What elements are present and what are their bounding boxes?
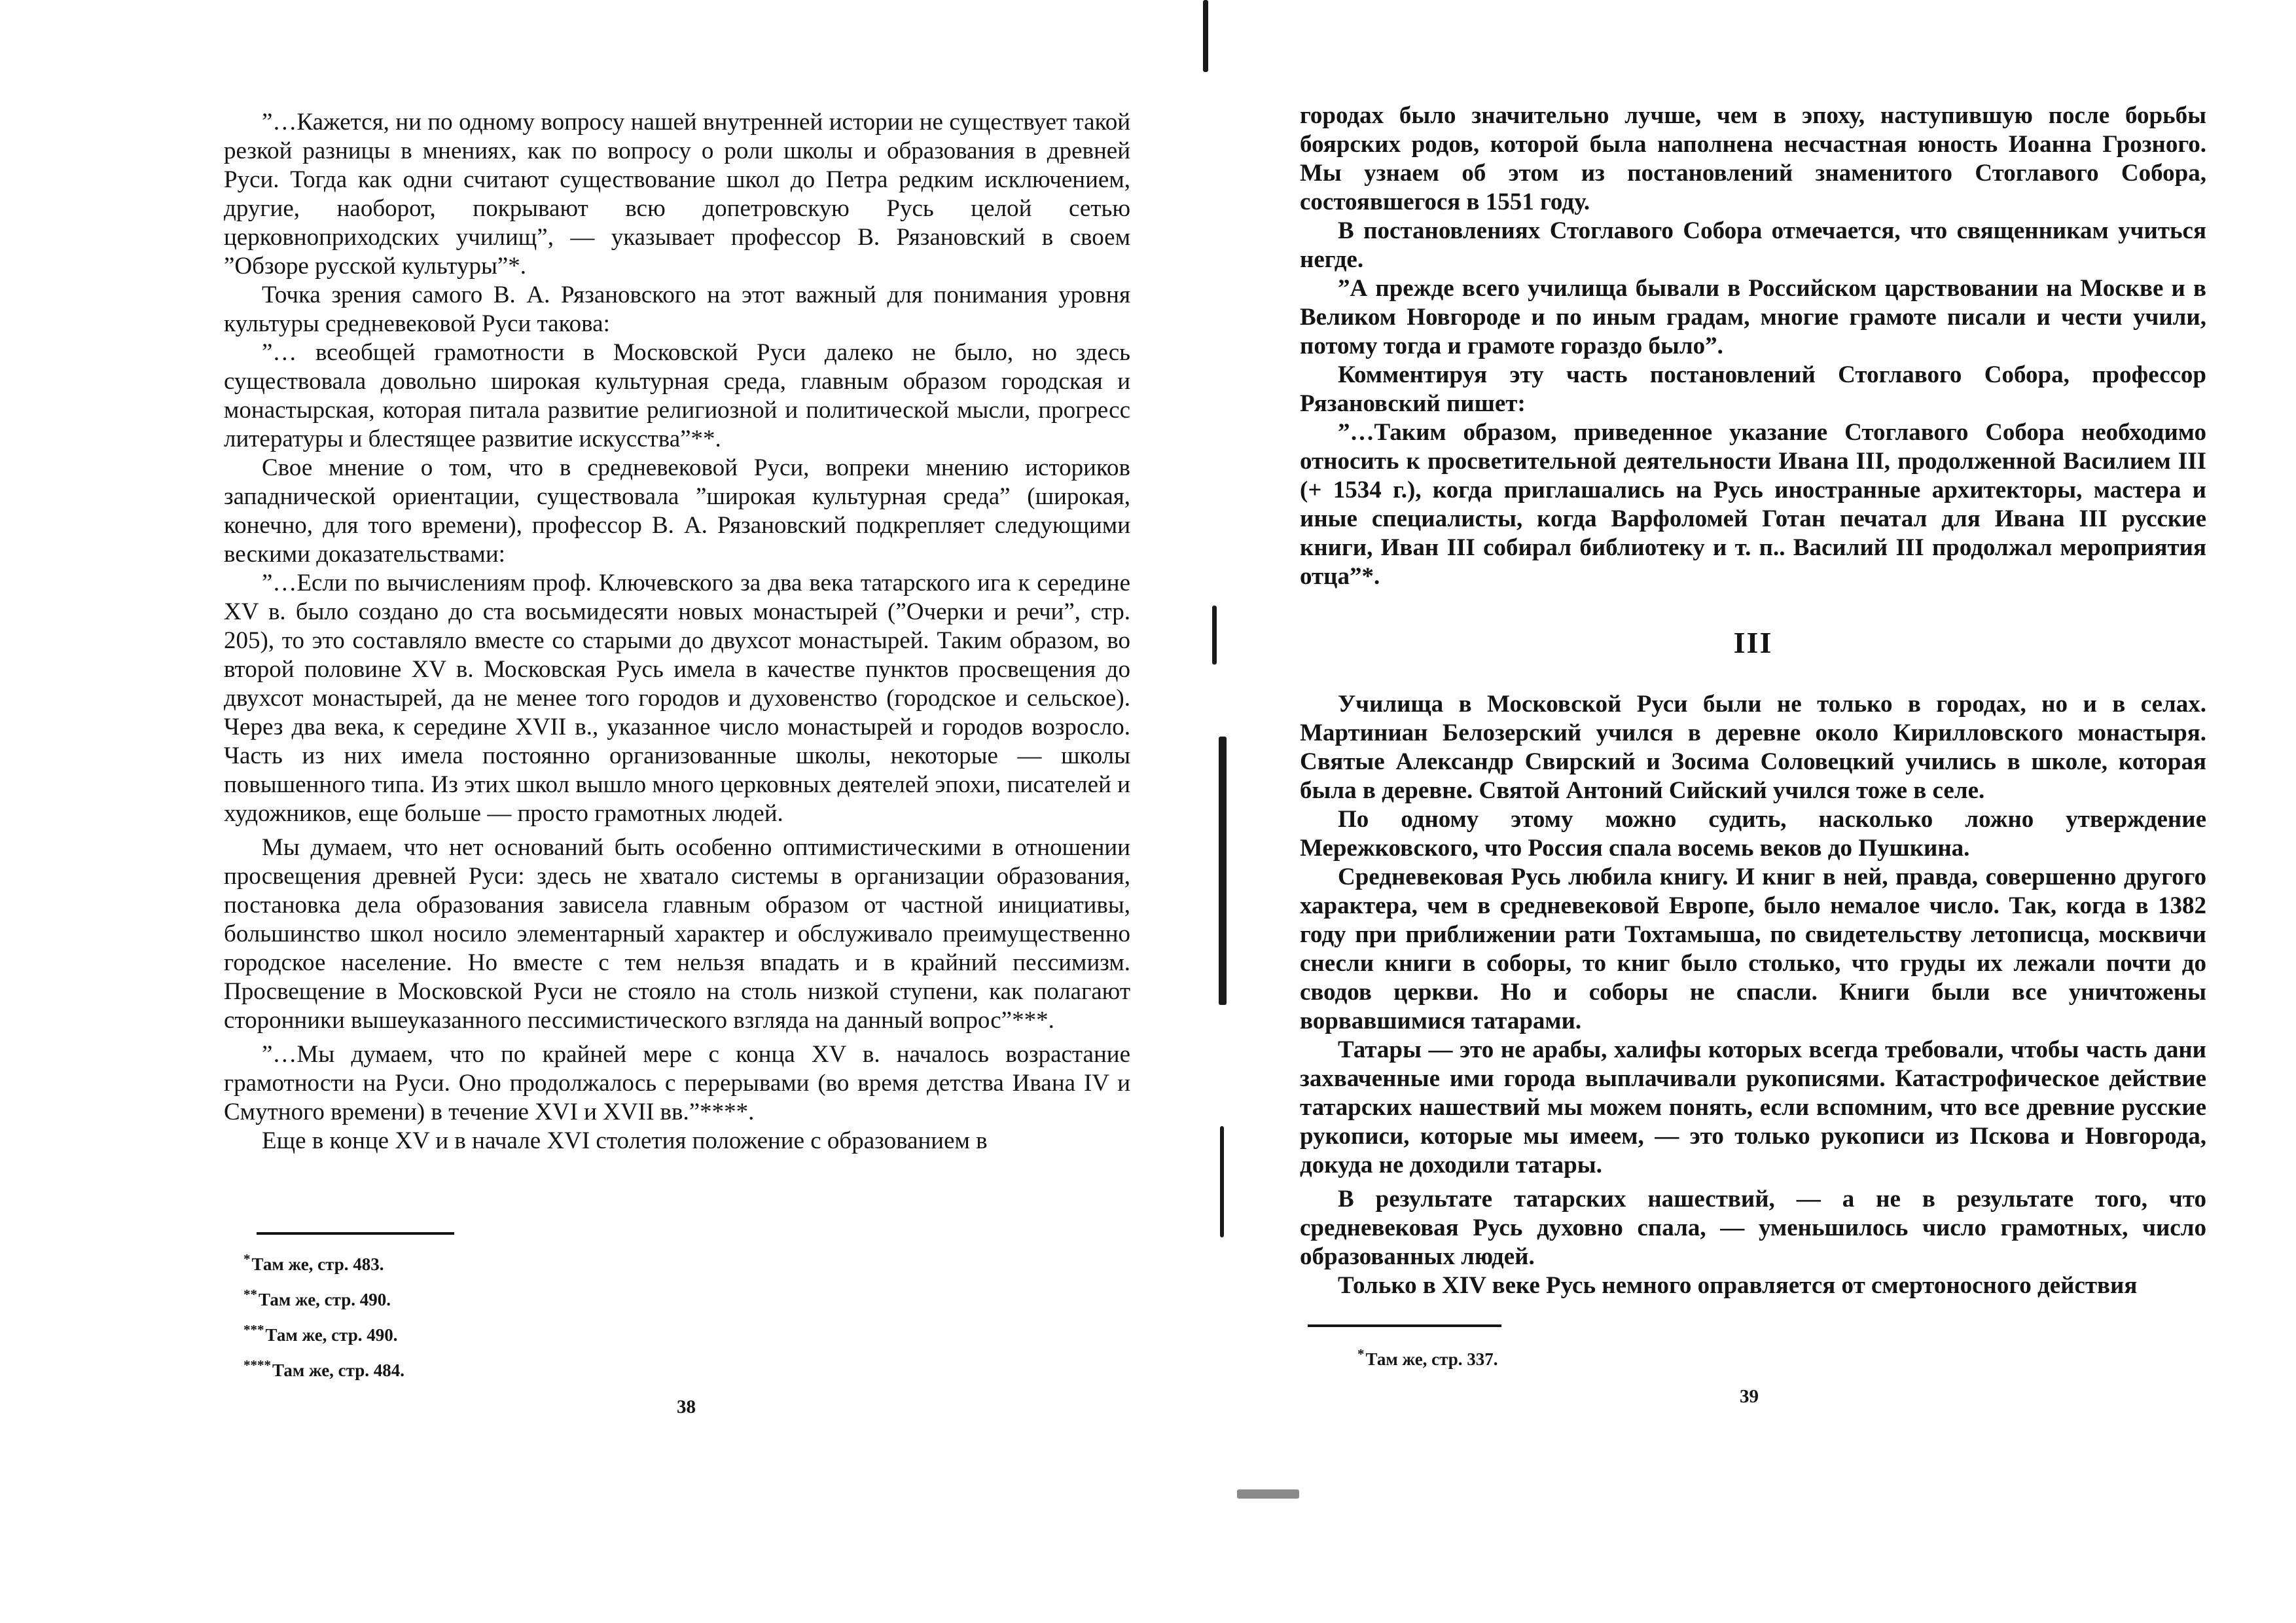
footnote-rule: [257, 1232, 454, 1235]
footnote: [243, 1282, 404, 1317]
footnote-text: Там же, стр. 490.: [259, 1290, 391, 1309]
paragraph: городах было значительно лучше, чем в эпоху, наступившую после борьбы боярских родов, которой была наполнена несчастная юность Иоанна Грозного. Мы узнаем об этом из постановлений знаменитого Стоглавого Собора, состоявшегося в 1551 году.: [1300, 102, 2206, 215]
paragraph: Свое мнение о том, что в средневековой Руси, вопреки мнению историков западнической ориентации, существовала ”широкая культурная среда” (широкая, конечно, для того времени), профессор В. А. Рязановский подкрепляет следующими вескими доказательствами:: [224, 454, 1130, 568]
paragraph: Только в XIV веке Русь немного оправляется от смертоносного действия: [1338, 1272, 2138, 1299]
footnote: [243, 1353, 404, 1388]
paragraph: Татары — это не арабы, халифы которых всегда требовали, чтобы часть дани захваченные ими города выплачивали рукописями. Катастрофическое действие татарских нашествий мы можем понять, если вспомним, что все древние русские рукописи, которые мы имеем, — это только рукописи из Пскова и Новгорода, докуда не доходили татары.: [1300, 1036, 2206, 1178]
paragraph: Точка зрения самого В. А. Рязановского на этот важный для понимания уровня культуры средневековой Руси такова:: [224, 282, 1130, 337]
paragraph: В результате татарских нашествий, — а не в результате того, что средневековая Русь духовно спала, — уменьшилось число грамотных, число образованных людей.: [1300, 1186, 2206, 1270]
footnote-mark: **: [243, 1286, 257, 1302]
left-page-text: [224, 108, 1130, 1156]
page-number: 39: [1740, 1386, 1759, 1407]
footnote: [1357, 1341, 1498, 1377]
paragraph: Мы думаем, что нет оснований быть особенно оптимистическими в отношении просвещения древней Руси: здесь не хватало системы в организации образования, постановка дела образования зависела главным образом от частной инициативы, большинство школ носило элементарный характер и обслуживало преимущественно городское население. Но вместе с тем нельзя впадать и в крайний пессимизм. Просвещение в Московской Руси не стояло на столь низкой ступени, как полагают сторонники вышеуказанного пессимистического взгляда на данный вопрос”***.: [224, 834, 1130, 1034]
section-heading: III: [1733, 626, 1773, 659]
paragraph: ”…Если по вычислениям проф. Ключевского за два века татарского ига к середине XV в. было создано до ста восьмидесяти новых монастырей (”Очерки и речи”, стр. 205), то это составляло вместе со старыми до двухсот монастырей. Таким образом, во второй половине XV в. Московская Русь имела в качестве пунктов просвещения до двухсот монастырей, да не менее того городов и духовенство (городское и сельское). Через два века, к середине XVII в., указанное число монастырей и городов возросло. Часть из них имела постоянно организованные школы, некоторые — школы повышенного типа. Из этих школ вышло много церковных деятелей эпохи, писателей и художников, еще больше — просто грамотных людей.: [224, 570, 1130, 827]
paragraph: ”… всеобщей грамотности в Московской Руси далеко не было, но здесь существовала довольно широкая культурная среда, главным образом городская и монастырская, которая питала развитие религиозной и политической мысли, прогресс литературы и блестящее развитие искусства”**.: [224, 339, 1130, 452]
paragraph: ”А прежде всего училища бывали в Российском царствовании на Москве и в Великом Новгороде и по иным градам, многие грамоте писали и чести учили, потому тогда и грамоте гораздо было”.: [1300, 275, 2206, 359]
footnotes: [243, 1247, 404, 1388]
right-page: [1148, 0, 2296, 1623]
footnote-mark: ****: [243, 1357, 271, 1373]
footnote-text: Там же, стр. 483.: [251, 1254, 384, 1274]
paragraph: Комментируя эту часть постановлений Стоглавого Собора, профессор Рязановский пишет:: [1300, 361, 2206, 417]
paragraph: ”…Кажется, ни по одному вопросу нашей внутренней истории не существует такой резкой разницы в мнениях, как по вопросу о роли школы и образования в древней Руси. Тогда как одни считают существование школ до Петра редким исключением, другие, наоборот, покрывают всю допетровскую Русь целой сетью церковноприходских училищ”, — указывает профессор В. Рязановский в своем ”Обзоре русской культуры”*.: [224, 109, 1130, 280]
paragraph: ”…Таким образом, приведенное указание Стоглавого Собора необходимо относить к просветительной деятельности Ивана III, продолженной Василием III (+ 1534 г.), когда приглашались на Русь иностранные архитекторы, мастера и иные специалисты, когда Варфоломей Готан печатал для Ивана III русские книги, Иван III собирал библиотеку и т. п.. Василий III продолжал мероприятия отца”*.: [1300, 419, 2206, 590]
paragraph: По одному этому можно судить, насколько ложно утверждение Мережковского, что Россия спала восемь веков до Пушкина.: [1300, 806, 2206, 862]
footnote: [243, 1317, 404, 1353]
paragraph: В постановлениях Стоглавого Собора отмечается, что священникам учиться негде.: [1300, 217, 2206, 273]
footnote-mark: *: [243, 1251, 251, 1267]
paragraph: Средневековая Русь любила книгу. И книг в ней, правда, совершенно другого характера, чем в средневековой Европе, было немалое число. Так, когда в 1382 году при приближении рати Тохтамыша, по свидетельству летописца, москвичи снесли книги в соборы, то книг было столько, что груды их лежали почти до сводов церкви. Но и соборы не спасли. Книги были все уничтожены ворвавшимися татарами.: [1300, 864, 2206, 1034]
paragraph: Еще в конце XV и в начале XVI столетия положение с образованием в: [262, 1127, 988, 1154]
footnote: [243, 1247, 404, 1282]
footnote-text: Там же, стр. 490.: [265, 1325, 398, 1345]
footnote-rule: [1308, 1324, 1501, 1327]
footnotes: [1357, 1341, 1498, 1377]
footnote-text: Там же, стр. 484.: [272, 1360, 405, 1380]
footnote-mark: ***: [243, 1322, 264, 1338]
right-page-text: [1300, 101, 2206, 1300]
page-number: 38: [677, 1396, 696, 1417]
footnote-mark: *: [1357, 1346, 1365, 1362]
paragraph: Училища в Московской Руси были не только в городах, но и в селах. Мартиниан Белозерский учился в деревне около Кирилловского монастыря. Святые Александр Свирский и Зосима Соловецкий учились в школе, которая была в деревне. Святой Антоний Сийский учился тоже в селе.: [1300, 691, 2206, 804]
footnote-text: Там же, стр. 337.: [1365, 1349, 1498, 1369]
paragraph: ”…Мы думаем, что по крайней мере с конца XV в. началось возрастание грамотности на Руси. Оно продолжалось с перерывами (во время детства Ивана IV и Смутного времени) в течение XVI и XVII вв.”****.: [224, 1041, 1130, 1125]
